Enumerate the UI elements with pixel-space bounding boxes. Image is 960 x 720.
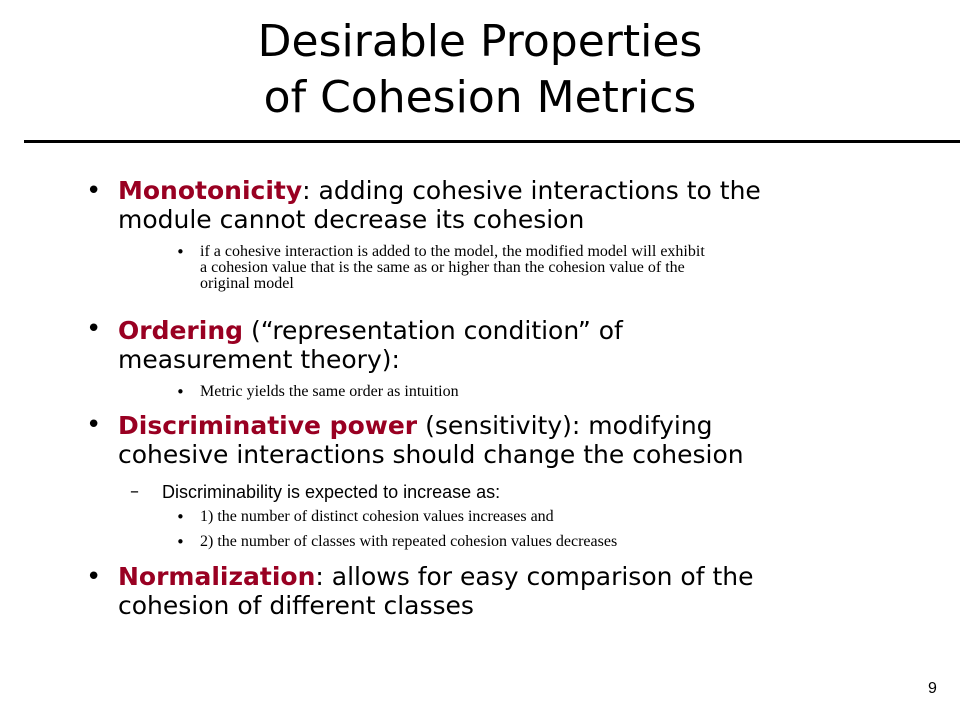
sub-bullet-text: if a cohesive interaction is added to the model, the modified model will exhibit [200, 243, 705, 260]
bullet-normalization [118, 562, 878, 620]
bullet-discriminative-power [118, 411, 878, 469]
sub-bullet-marker: • [176, 383, 185, 401]
dash-marker: – [130, 481, 139, 502]
sub-bullet-text: Metric yields the same order as intuition [200, 383, 459, 400]
bullet-marker: • [86, 410, 102, 440]
bullet-text: cohesion of different classes [118, 591, 474, 620]
bullet-marker: • [86, 562, 102, 592]
bullet-text: (“representation condition” of [243, 316, 623, 345]
sub-bullet-text: 1) the number of distinct cohesion values increases and [200, 508, 554, 525]
bullet-text: module cannot decrease its cohesion [118, 205, 585, 234]
sub-bullet-text: a cohesion value that is the same as or higher than the cohesion value of the [200, 259, 685, 276]
term-discriminative-power: Discriminative power [118, 411, 418, 440]
title-line-2: of Cohesion Metrics [263, 72, 697, 123]
bullet-marker: • [86, 176, 102, 206]
bullet-text: : adding cohesive interactions to the [302, 176, 761, 205]
sub-bullet-marker: • [176, 243, 185, 261]
term-normalization: Normalization [118, 562, 316, 591]
term-ordering: Ordering [118, 316, 244, 345]
bullet-text: measurement theory): [118, 345, 400, 374]
sub-bullet-marker: • [176, 533, 185, 551]
bullet-text: (sensitivity): modifying [417, 411, 713, 440]
dash-item: Discriminability is expected to increase as: [162, 482, 501, 502]
title-line-1: Desirable Properties [257, 16, 703, 67]
bullet-marker: • [86, 314, 102, 344]
term-monotonicity: Monotonicity [118, 176, 303, 205]
sub-bullet-ordering [200, 384, 840, 400]
page-number: 9 [928, 680, 937, 697]
bullet-text: : allows for easy comparison of the [315, 562, 754, 591]
sub-bullet-text: 2) the number of classes with repeated cohesion values decreases [200, 533, 618, 550]
bullet-ordering [118, 316, 878, 374]
sub-bullet-text: original model [200, 275, 294, 292]
bullet-monotonicity [118, 176, 878, 234]
bullet-text: cohesive interactions should change the cohesion [118, 440, 744, 469]
sub-bullet-monotonicity [200, 244, 840, 292]
sub-bullet-marker: • [176, 508, 185, 526]
